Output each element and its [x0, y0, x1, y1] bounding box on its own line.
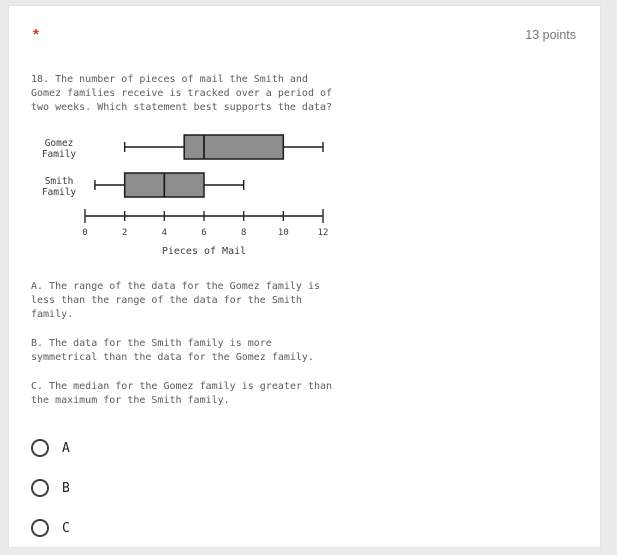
answer-statements [31, 280, 343, 408]
choice-a-label: A [62, 440, 70, 456]
points-label: 13 points [525, 28, 576, 42]
svg-text:2: 2 [121, 228, 128, 238]
choice-c[interactable] [31, 516, 151, 540]
svg-text:12: 12 [317, 228, 329, 238]
statement-c: C. The median for the Gomez family is greater than the maximum for the Smith family. [31, 381, 333, 406]
radio-button-a[interactable] [31, 439, 49, 457]
choice-c-label: C [62, 520, 70, 536]
choice-b[interactable] [31, 476, 151, 500]
required-asterisk: * [33, 26, 39, 43]
svg-text:Smith: Smith [44, 176, 74, 187]
svg-text:4: 4 [161, 228, 168, 238]
statement-b: B. The data for the Smith family is more symmetrical than the data for the Gomez family. [31, 338, 314, 363]
svg-text:Family: Family [41, 187, 77, 198]
choice-b-label: B [62, 480, 70, 496]
svg-text:8: 8 [240, 228, 247, 238]
svg-text:Gomez: Gomez [44, 138, 74, 149]
card-header [31, 26, 576, 43]
svg-text:Family: Family [41, 149, 77, 160]
svg-text:10: 10 [277, 228, 289, 238]
choice-list [31, 436, 576, 540]
boxplot-chart [33, 125, 576, 264]
statement-a: A. The range of the data for the Gomez family is less than the range of the data for the Smith family. [31, 281, 320, 320]
boxplot-svg [33, 125, 339, 259]
svg-text:6: 6 [201, 228, 207, 238]
question-text: 18. The number of pieces of mail the Smith and Gomez families receive is tracked over a period of two weeks. Which statement best supports the data? [31, 74, 333, 113]
choice-a[interactable] [31, 436, 151, 460]
radio-button-b[interactable] [31, 479, 49, 497]
svg-text:Pieces of Mail: Pieces of Mail [161, 246, 247, 257]
radio-button-c[interactable] [31, 519, 49, 537]
svg-text:0: 0 [82, 228, 88, 238]
question-card [8, 5, 601, 548]
